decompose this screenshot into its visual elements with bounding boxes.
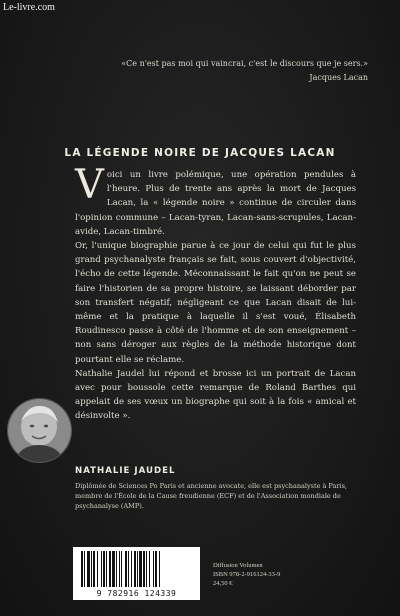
epigraph-author: Jacques Lacan xyxy=(309,73,368,82)
barcode-bar xyxy=(131,551,132,587)
barcode-bar xyxy=(87,551,90,587)
barcode-bar xyxy=(149,551,150,587)
epigraph xyxy=(88,57,368,85)
watermark-logo: Le-livre.com xyxy=(3,2,55,13)
drop-cap: V xyxy=(75,162,104,208)
isbn-barcode xyxy=(73,547,200,600)
blurb-paragraph-2: Or, l'unique biographie parue à ce jour de celui qui fut le plus grand psychanalyste français se fait, sous couvert d'objectivité, l'écho de cette légende. Méconnaissant le fait qu'on ne peut se faire l'historien de sa propre histoire, se laissant déborder par son transfert négatif, négligeant ce que Lacan disait de lui-même et la pratique à laquelle il s'est voué, Élisabeth Roudinesco passe à côté de l'homme et de son enseignement – non sans déroger aux règles de la méthode historique dont pourtant elle se réclame. xyxy=(75,241,356,365)
isbn-label: ISBN 978-2-916124-33-9 xyxy=(213,571,281,578)
barcode-bar xyxy=(109,551,111,587)
barcode-bar xyxy=(106,551,107,587)
barcode-bar xyxy=(101,551,102,587)
barcode-bar xyxy=(139,551,142,587)
price-label: 24,50 € xyxy=(213,580,233,587)
barcode-bars xyxy=(79,551,194,587)
barcode-bar xyxy=(159,551,160,587)
barcode-bar xyxy=(143,551,145,587)
barcode-bar xyxy=(119,551,120,587)
barcode-bar xyxy=(112,551,115,587)
barcode-bar xyxy=(116,551,117,587)
blurb-text xyxy=(75,162,356,424)
barcode-bar xyxy=(155,551,157,587)
blurb-paragraph-1-text: oici un livre polémique, une opération pendules à l'heure. Plus de trente ans après la mort de Jacques Lacan, la « légende noire » continue de circuler dans l'opinion commune – Lacan-tyran, Lacan-sans-scrupules, Lacan-avide, Lacan-timbré. xyxy=(75,170,356,237)
barcode-bar xyxy=(121,551,122,587)
barcode-bar xyxy=(91,551,92,587)
barcode-bar xyxy=(137,551,138,587)
barcode-bar xyxy=(81,551,83,587)
barcode-bar xyxy=(153,551,154,587)
barcode-bar xyxy=(146,551,147,587)
barcode-number: 9 782916 124339 xyxy=(96,589,177,598)
author-name: NATHALIE JAUDEL xyxy=(75,466,176,476)
barcode-bar xyxy=(84,551,85,587)
barcode-bar xyxy=(93,551,95,587)
barcode-bar xyxy=(103,551,105,587)
epigraph-quote: «Ce n'est pas moi qui vaincrai, c'est le discours que je sers.» xyxy=(121,59,368,68)
barcode-bar xyxy=(125,551,127,587)
barcode-bar xyxy=(134,551,136,587)
blurb-paragraph-1 xyxy=(75,162,356,239)
author-photo xyxy=(7,398,72,463)
author-portrait-icon xyxy=(8,399,71,462)
barcode-bar xyxy=(97,551,98,587)
publisher-info xyxy=(213,561,280,588)
distribution-label: Diffusion Volumen xyxy=(213,562,263,569)
book-title: LA LÉGENDE NOIRE DE JACQUES LACAN xyxy=(64,147,336,159)
blurb-paragraph-3: Nathalie Jaudel lui répond et brosse ici un portrait de Lacan avec pour boussole cette remarque de Roland Barthes qui appelait de ses vœux un biographe qui soit à la fois « amical et désinvolte ». xyxy=(75,368,356,422)
author-bio: Diplômée de Sciences Po Paris et ancienne avocate, elle est psychanalyste à Paris, membre de l'École de la Cause freudienne (ECF) et de l'Association mondiale de psychanalyse (AMP). xyxy=(75,482,347,510)
barcode-bar xyxy=(128,551,129,587)
